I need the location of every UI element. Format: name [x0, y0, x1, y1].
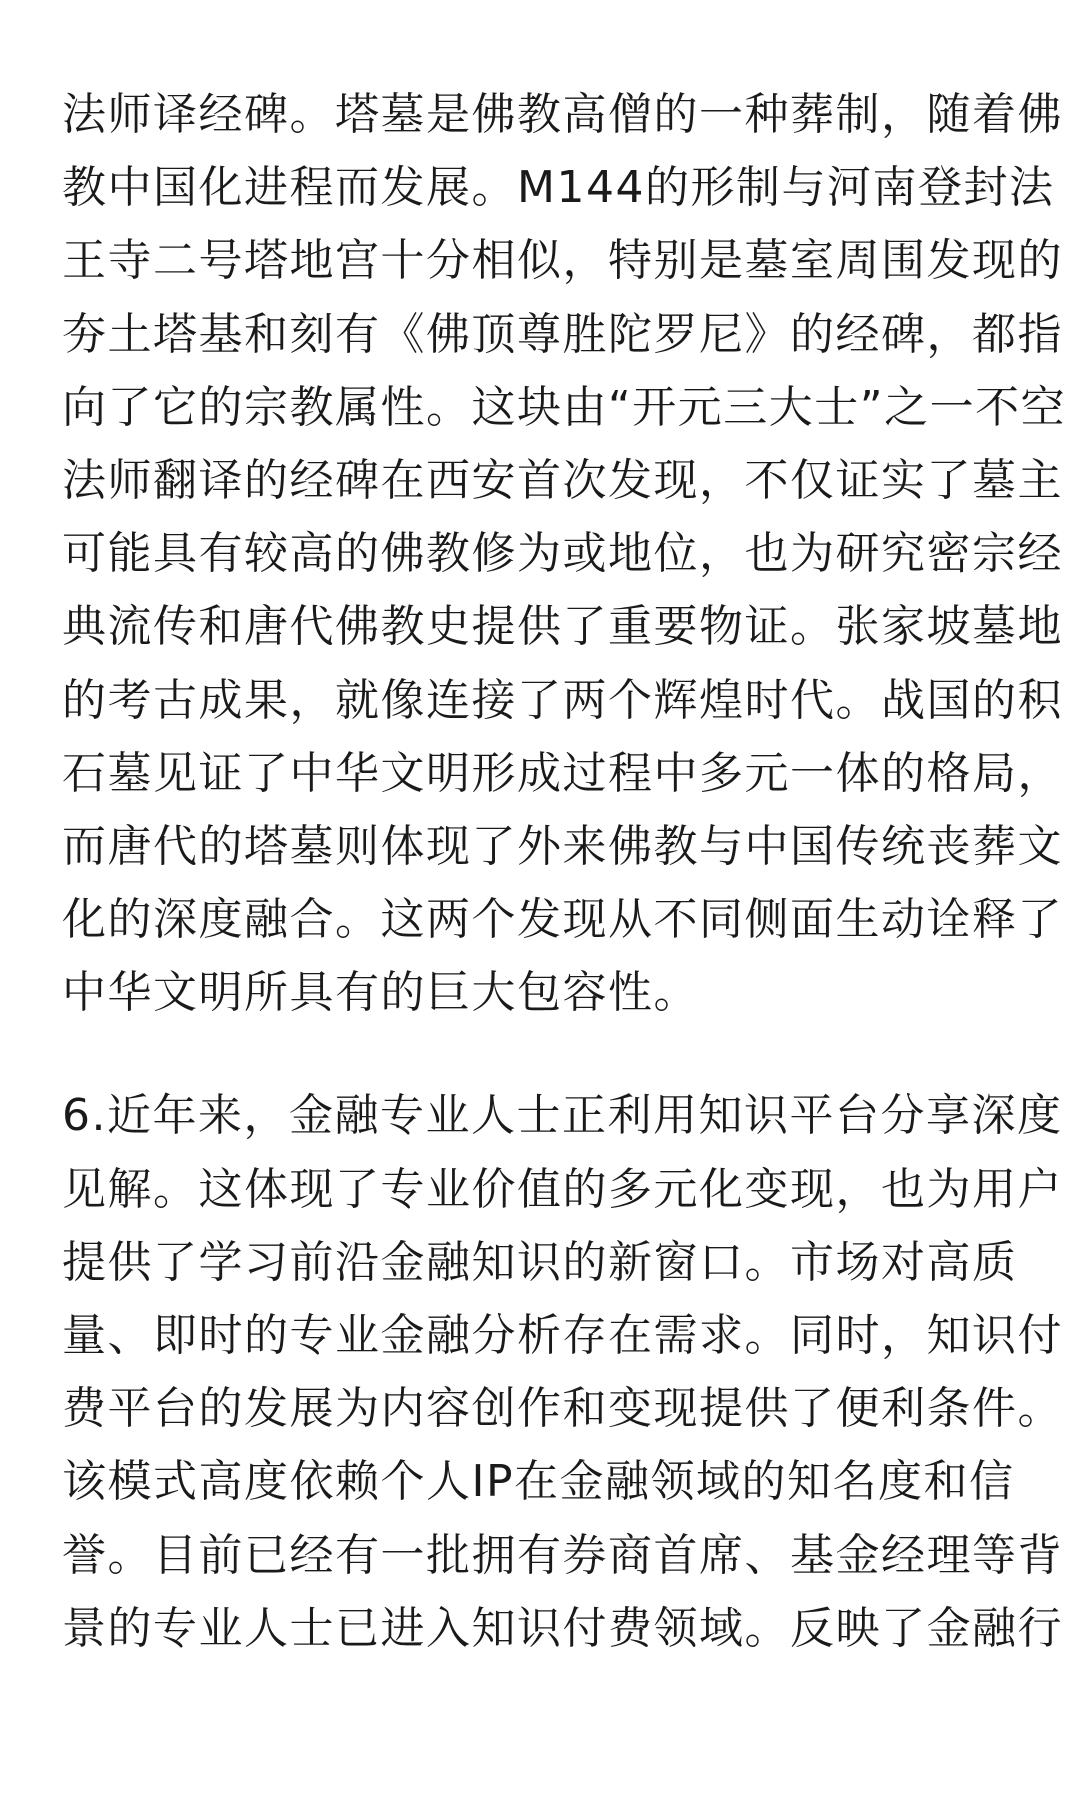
text-line: 景的专业人士已进入知识付费领域。反映了金融行 — [62, 1602, 1063, 1654]
paragraph-buddhist-tomb — [62, 78, 1067, 1029]
text-line: 的考古成果，就像连接了两个辉煌时代。战国的积 — [62, 674, 1063, 726]
text-line: 石墓见证了中华文明形成过程中多元一体的格局， — [62, 747, 1063, 799]
text-line: 誉。目前已经有一批拥有券商首席、基金经理等背 — [62, 1529, 1063, 1581]
text-line: 法师译经碑。塔墓是佛教高僧的一种葬制，随着佛 — [62, 89, 1063, 140]
text-line: 量、即时的专业金融分析存在需求。同时，知识付 — [62, 1310, 1063, 1361]
text-line: 提供了学习前沿金融知识的新窗口。市场对高质 — [62, 1236, 1018, 1288]
text-line: 可能具有较高的佛教修为或地位，也为研究密宗经 — [62, 528, 1063, 580]
text-line: 该模式高度依赖个人IP在金融领域的知名度和信 — [62, 1456, 1015, 1508]
text-line: 夯土塔基和刻有《佛顶尊胜陀罗尼》的经碑，都指 — [62, 308, 1063, 360]
text-line: 而唐代的塔墓则体现了外来佛教与中国传统丧葬文 — [62, 820, 1063, 872]
paragraph-spacer — [62, 1029, 1027, 1079]
text-line: 见解。这体现了专业价值的多元化变现，也为用户 — [62, 1163, 1063, 1215]
paragraph-finance-knowledge — [62, 1079, 1063, 1665]
text-line: 中华文明所具有的巨大包容性。 — [62, 967, 699, 1019]
text-line: 向了它的宗教属性。这块由“开元三大士”之一不空 — [62, 381, 1067, 433]
text-line: 化的深度融合。这两个发现从不同侧面生动诠释了 — [62, 894, 1063, 946]
text-line: 费平台的发展为内容创作和变现提供了便利条件。 — [62, 1383, 1063, 1435]
text-line: 教中国化进程而发展。M144的形制与河南登封法 — [62, 162, 1055, 214]
text-line: 典流传和唐代佛教史提供了重要物证。张家坡墓地 — [62, 601, 1063, 653]
text-line: 法师翻译的经碑在西安首次发现，不仅证实了墓主 — [62, 454, 1063, 506]
text-line: 王寺二号塔地宫十分相似，特别是墓室周围发现的 — [62, 235, 1063, 287]
text-line: 6.近年来，金融专业人士正利用知识平台分享深度 — [62, 1090, 1063, 1142]
article-body — [62, 78, 1067, 1665]
